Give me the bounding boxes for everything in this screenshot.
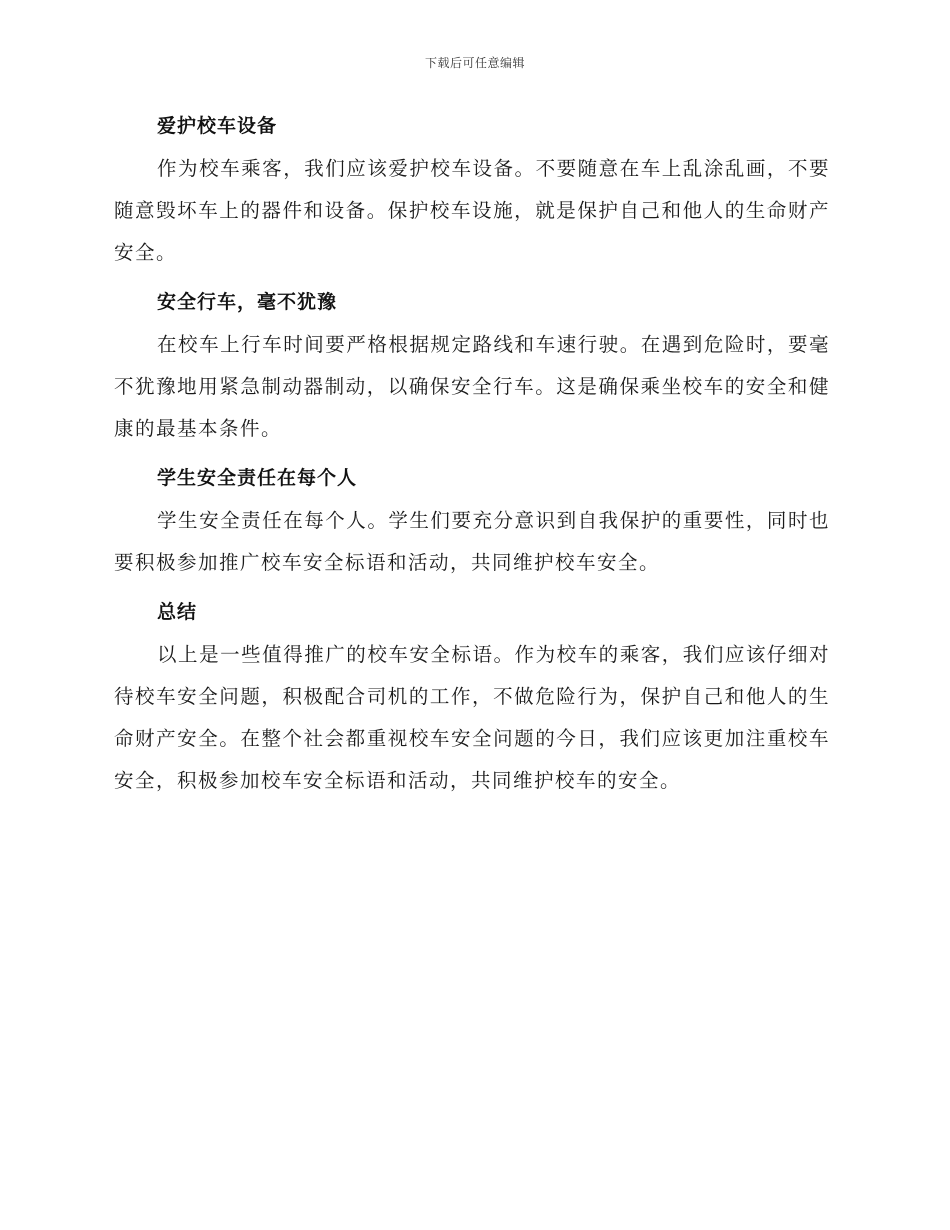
section-heading: 安全行车，毫不犹豫 <box>157 291 338 313</box>
section-student-responsibility <box>114 464 830 584</box>
section-safe-driving <box>114 288 830 450</box>
section-heading: 爱护校车设备 <box>157 115 278 137</box>
section-paragraph: 学生安全责任在每个人。学生们要充分意识到自我保护的重要性，同时也要积极参加推广校车安全标语和活动，共同维护校车安全。 <box>114 509 830 574</box>
section-paragraph: 以上是一些值得推广的校车安全标语。作为校车的乘客，我们应该仔细对待校车安全问题，积极配合司机的工作，不做危险行为，保护自己和他人的生命财产安全。在整个社会都重视校车安全问题的今日，我们应该更加注重校车安全，积极参加校车安全标语和活动，共同维护校车的安全。 <box>114 643 830 792</box>
section-care-equipment <box>114 112 830 274</box>
header-note: 下载后可任意编辑 <box>424 56 525 70</box>
section-heading: 学生安全责任在每个人 <box>157 467 358 489</box>
section-heading: 总结 <box>157 601 198 623</box>
document-body <box>114 112 830 816</box>
section-summary <box>114 598 830 802</box>
section-paragraph: 作为校车乘客，我们应该爱护校车设备。不要随意在车上乱涂乱画，不要随意毁坏车上的器件和设备。保护校车设施，就是保护自己和他人的生命财产安全。 <box>114 157 830 264</box>
section-paragraph: 在校车上行车时间要严格根据规定路线和车速行驶。在遇到危险时，要毫不犹豫地用紧急制动器制动，以确保安全行车。这是确保乘坐校车的安全和健康的最基本条件。 <box>114 333 830 440</box>
